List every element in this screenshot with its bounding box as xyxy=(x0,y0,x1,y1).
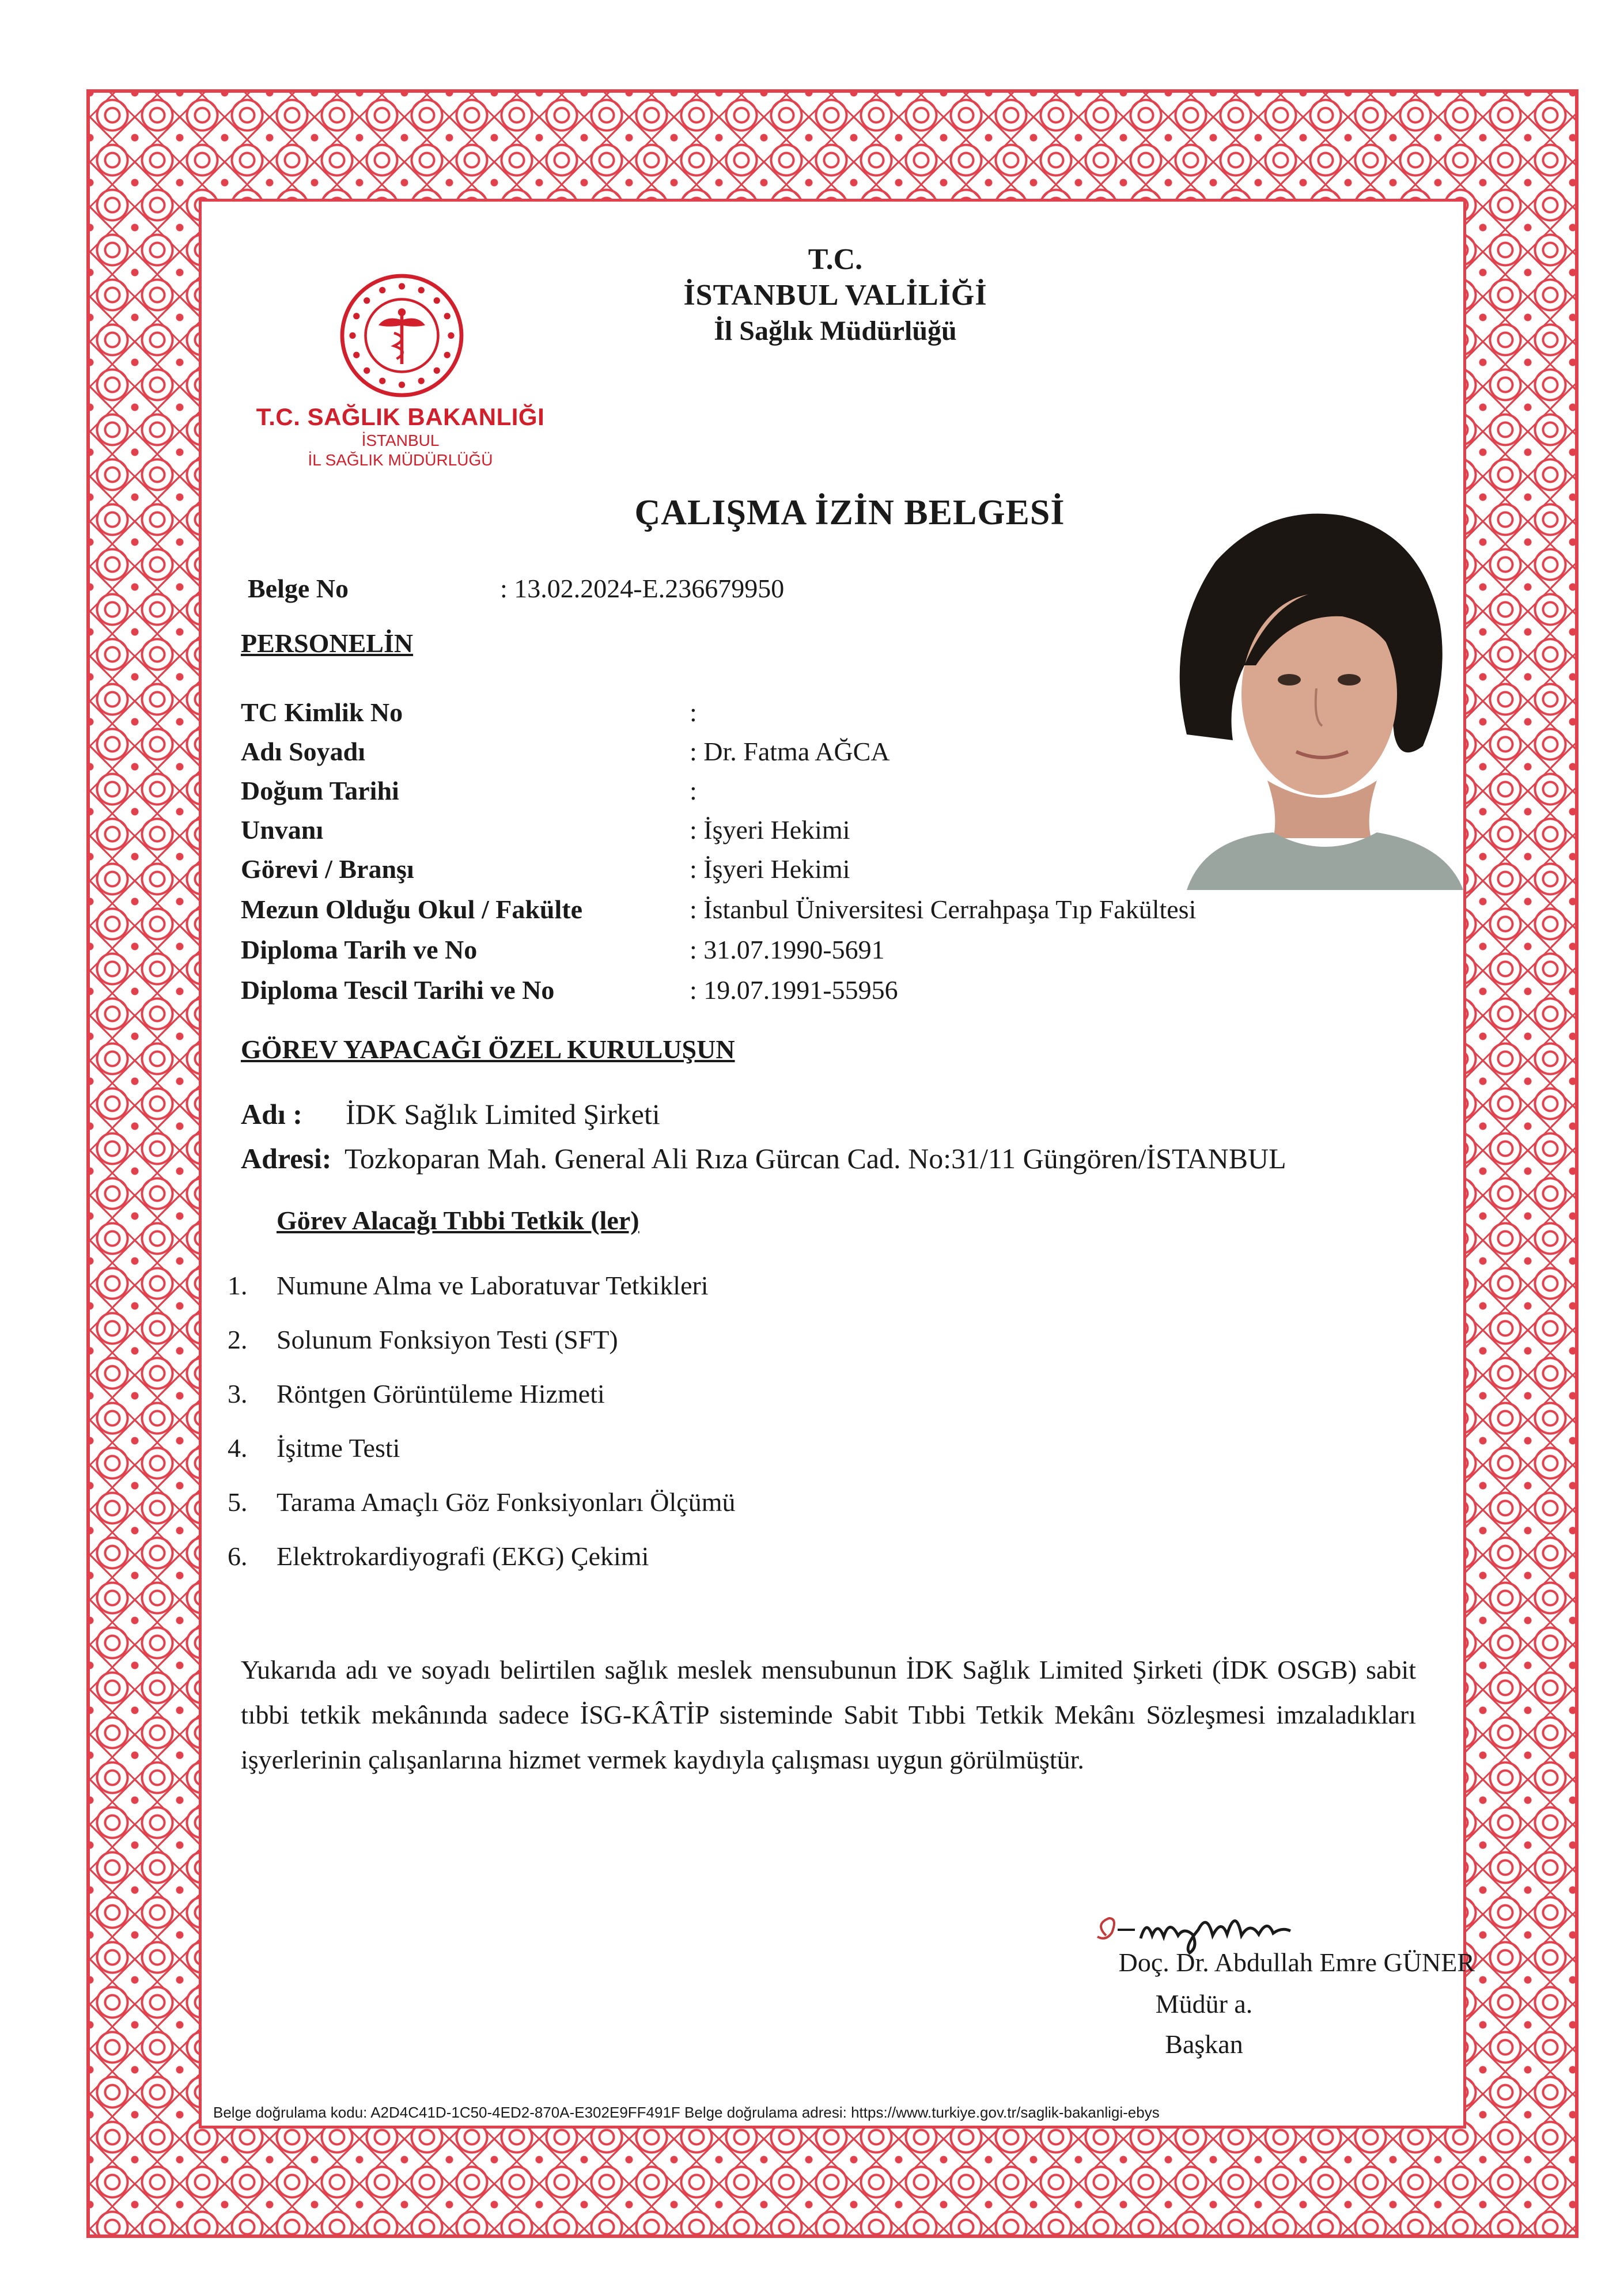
signatory-role: Başkan xyxy=(1165,2029,1243,2059)
signatory-title: Müdür a. xyxy=(1155,1989,1253,2018)
list-item-text: Numune Alma ve Laboratuvar Tetkikleri xyxy=(277,1271,709,1300)
header-valilik: İSTANBUL VALİLİĞİ xyxy=(683,279,987,312)
tetkik-heading: Görev Alacağı Tıbbi Tetkik (ler) xyxy=(277,1206,639,1235)
kurulus-name-value: İDK Sağlık Limited Şirketi xyxy=(346,1098,660,1130)
ministry-title: T.C. SAĞLIK BAKANLIĞI xyxy=(256,403,545,430)
list-item-text: Elektrokardiyografi (EKG) Çekimi xyxy=(277,1542,649,1571)
ministry-of-health-emblem-icon xyxy=(337,271,467,400)
mezun-okul-label: Mezun Olduğu Okul / Fakülte xyxy=(241,895,583,924)
approval-paragraph: Yukarıda adı ve soyadı belirtilen sağlık meslek mensubunun İDK Sağlık Limited Şirketi (İDK OSGB) sabit tıbbi tetkik mekânında sadece İSG-KÂTİP sisteminde Sabit Tıbbi Tetkik Mekânı Sözleşmesi imzaladıkları işyerlerinin çalışanlarına hizmet vermek kaydıyla çalışması uygun görülmüştür. xyxy=(241,1655,1416,1774)
unvan-label: Unvanı xyxy=(241,815,324,844)
kurulus-address-label: Adresi: xyxy=(241,1142,332,1175)
mezun-okul-value: : İstanbul Üniversitesi Cerrahpaşa Tıp Fakültesi xyxy=(690,895,1197,924)
belge-no-value: : 13.02.2024-E.236679950 xyxy=(500,574,785,603)
ad-soyad-value: : Dr. Fatma AĞCA xyxy=(690,737,890,766)
list-item-number: 6. xyxy=(228,1542,248,1571)
tc-kimlik-value: : xyxy=(690,698,697,727)
diploma-value: : 31.07.1990-5691 xyxy=(690,935,885,964)
gorev-brans-label: Görevi / Branşı xyxy=(241,854,414,884)
list-item xyxy=(228,1487,1149,1541)
list-item-number: 1. xyxy=(228,1271,248,1300)
list-item xyxy=(228,1433,1149,1487)
list-item-number: 4. xyxy=(228,1433,248,1463)
ministry-city: İSTANBUL xyxy=(361,431,440,449)
header-directorate: İl Sağlık Müdürlüğü xyxy=(714,316,957,346)
list-item-text: İşitme Testi xyxy=(277,1433,400,1463)
document-title: ÇALIŞMA İZİN BELGESİ xyxy=(634,493,1065,532)
personel-heading: PERSONELİN xyxy=(241,628,414,658)
ad-soyad-label: Adı Soyadı xyxy=(241,737,366,766)
list-item xyxy=(228,1324,1149,1378)
tc-kimlik-label: TC Kimlik No xyxy=(241,698,403,727)
ministry-directorate: İL SAĞLIK MÜDÜRLÜĞÜ xyxy=(308,451,493,469)
verification-footer: Belge doğrulama kodu: A2D4C41D-1C50-4ED2-870A-E302E9FF491F Belge doğrulama adresi: https://www.turkiye.gov.tr/saglik-bakanligi-ebys xyxy=(213,2104,1160,2121)
signatory-name: Doç. Dr. Abdullah Emre GÜNER xyxy=(1118,1948,1475,1977)
ministry-logo-text xyxy=(253,403,547,470)
document-header xyxy=(576,242,1095,349)
list-item xyxy=(228,1541,1149,1595)
header-tc: T.C. xyxy=(808,243,863,276)
list-item-number: 2. xyxy=(228,1325,248,1354)
person-photo xyxy=(1152,493,1463,890)
tetkik-list xyxy=(228,1270,1149,1595)
kurulus-heading: GÖREV YAPACAĞI ÖZEL KURULUŞUN xyxy=(241,1035,735,1064)
diploma-tescil-label: Diploma Tescil Tarihi ve No xyxy=(241,975,555,1005)
gorev-brans-value: : İşyeri Hekimi xyxy=(690,854,850,884)
kurulus-address-value: Tozkoparan Mah. General Ali Rıza Gürcan Cad. No:31/11 Güngören/İSTANBUL xyxy=(345,1142,1286,1175)
unvan-value: : İşyeri Hekimi xyxy=(690,815,850,844)
list-item-text: Tarama Amaçlı Göz Fonksiyonları Ölçümü xyxy=(277,1487,736,1517)
list-item-number: 3. xyxy=(228,1379,248,1408)
list-item-text: Solunum Fonksiyon Testi (SFT) xyxy=(277,1325,618,1354)
list-item-text: Röntgen Görüntüleme Hizmeti xyxy=(277,1379,605,1408)
dogum-tarihi-value: : xyxy=(690,776,697,805)
diploma-tescil-value: : 19.07.1991-55956 xyxy=(690,975,898,1005)
list-item xyxy=(228,1270,1149,1324)
kurulus-name-label: Adı : xyxy=(241,1098,302,1130)
list-item-number: 5. xyxy=(228,1487,248,1517)
list-item xyxy=(228,1378,1149,1433)
dogum-tarihi-label: Doğum Tarihi xyxy=(241,776,399,805)
diploma-label: Diploma Tarih ve No xyxy=(241,935,478,964)
belge-no-label: Belge No xyxy=(248,574,349,603)
